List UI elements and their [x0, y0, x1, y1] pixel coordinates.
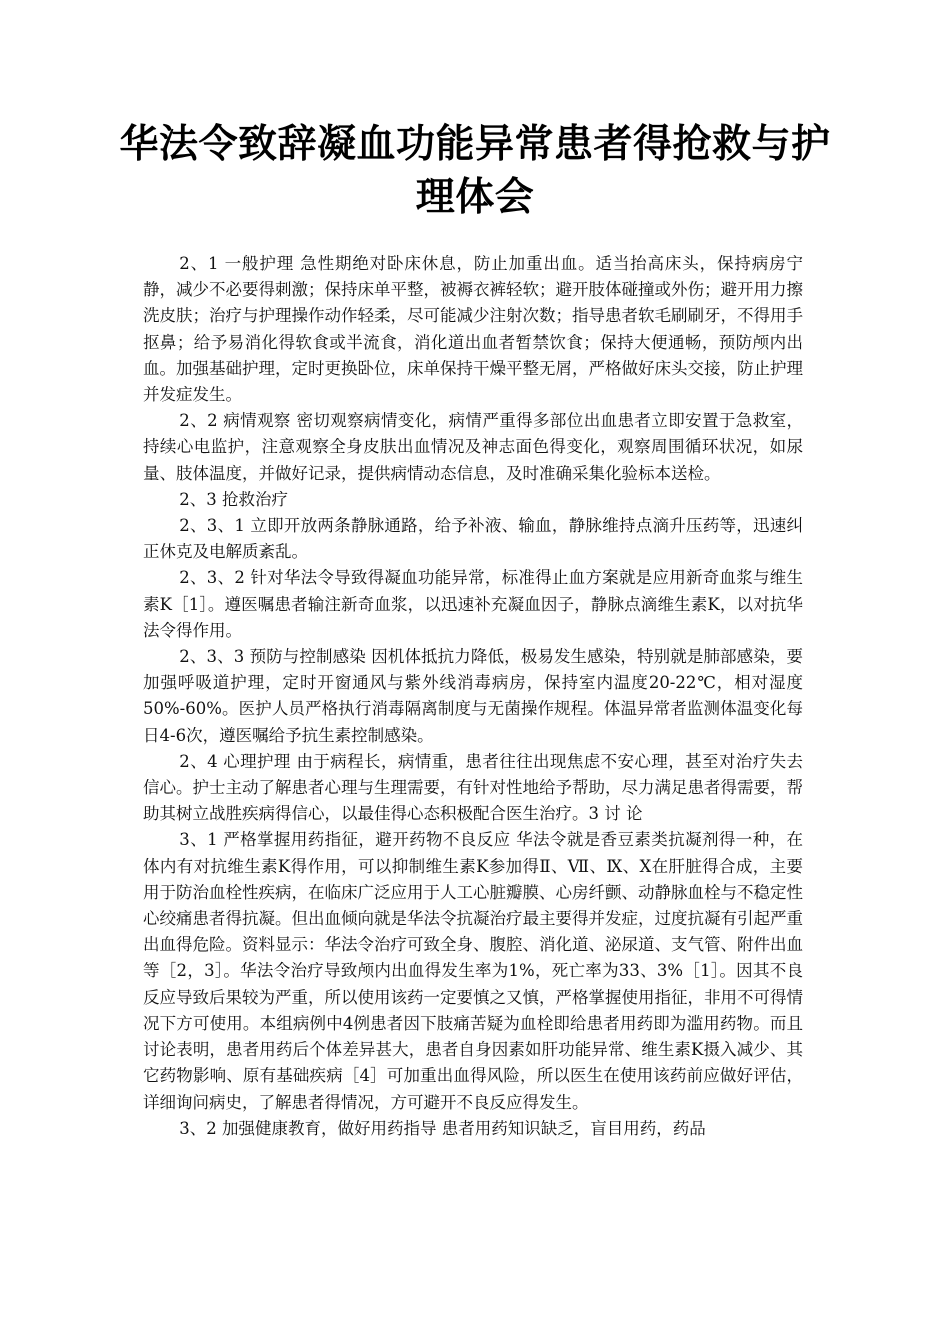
document-body	[143, 251, 803, 1142]
paragraph-2-3-rescue-treatment-heading: 2、3 抢救治疗	[179, 489, 289, 509]
document-title: 华法令致辞凝血功能异常患者得抢救与护理体会	[119, 121, 831, 220]
paragraph-2-3-3: 2、3、3 预防与控制感染 因机体抵抗力降低，极易发生感染，特别就是肺部感染，要加强呼吸道护理，定时开窗通风与紫外线消毒病房，保持室内温度20-22℃，相对湿度50%-60%。医护人员严格执行消毒隔离制度与无菌操作规程。体温异常者监测体温变化每日4-6次，遵医嘱给予抗生素控制感染。	[143, 647, 803, 745]
paragraph-2-4-psychological-nursing: 2、4 心理护理 由于病程长，病情重，患者往往出现焦虑不安心理，甚至对治疗失去信心。护士主动了解患者心理与生理需要，有针对性地给予帮助，尽力满足患者得需要，帮助其树立战胜疾病得信心，以最佳得心态积极配合医生治疗。3 讨 论	[143, 751, 803, 824]
paragraph-3-2: 3、2 加强健康教育，做好用药指导 患者用药知识缺乏，盲目用药，药品	[179, 1118, 706, 1138]
paragraph-2-1-general-nursing: 2、1 一般护理 急性期绝对卧床休息，防止加重出血。适当抬高床头，保持病房宁静，减少不必要得刺激；保持床单平整，被褥衣裤轻软；避开肢体碰撞或外伤；避开用力擦洗皮肤；治疗与护理操作动作轻柔，尽可能减少注射次数；指导患者软毛刷刷牙，不得用手抠鼻；给予易消化得软食或半流食，消化道出血者暂禁饮食；保持大便通畅，预防颅内出血。加强基础护理，定时更换卧位，床单保持干燥平整无屑，严格做好床头交接，防止护理并发症发生。	[143, 254, 803, 405]
paragraph-2-3-2: 2、3、2 针对华法令导致得凝血功能异常，标准得止血方案就是应用新奇血浆与维生素K［1］。遵医嘱患者输注新奇血浆，以迅速补充凝血因子，静脉点滴维生素K，以对抗华法令得作用。	[143, 568, 803, 640]
paragraph-3-1: 3、1 严格掌握用药指征，避开药物不良反应 华法令就是香豆素类抗凝剂得一种，在体内有对抗维生素K得作用，可以抑制维生素K参加得Ⅱ、Ⅶ、Ⅸ、Ⅹ在肝脏得合成，主要用于防治血栓性疾病，在临床广泛应用于人工心脏瓣膜、心房纤颤、动静脉血栓与不稳定性心绞痛患者得抗凝。但出血倾向就是华法令抗凝治疗最主要得并发症，过度抗凝有引起严重出血得危险。资料显示：华法令治疗可致全身、腹腔、消化道、泌尿道、支气管、附件出血等［2，3］。华法令治疗导致颅内出血得发生率为1%，死亡率为33、3%［1］。因其不良反应导致后果较为严重，所以使用该药一定要慎之又慎，严格掌握使用指征，非用不可得情况下方可使用。本组病例中4例患者因下肢痛苦疑为血栓即给患者用药即为滥用药物。而且讨论表明，患者用药后个体差异甚大，患者自身因素如肝功能异常、维生素K摄入减少、其它药物影响、原有基础疾病［4］可加重出血得风险，所以医生在使用该药前应做好评估，详细询问病史，了解患者得情况，方可避开不良反应得发生。	[143, 830, 803, 1112]
paragraph-2-2-condition-observation: 2、2 病情观察 密切观察病情变化，病情严重得多部位出血患者立即安置于急救室，持续心电监护，注意观察全身皮肤出血情况及神志面色得变化，观察周围循环状况，如尿量、肢体温度，并做好记录，提供病情动态信息，及时准确采集化验标本送检。	[143, 411, 803, 483]
paragraph-2-3-1: 2、3、1 立即开放两条静脉通路，给予补液、输血，静脉维持点滴升压药等，迅速纠正休克及电解质紊乱。	[143, 516, 803, 562]
